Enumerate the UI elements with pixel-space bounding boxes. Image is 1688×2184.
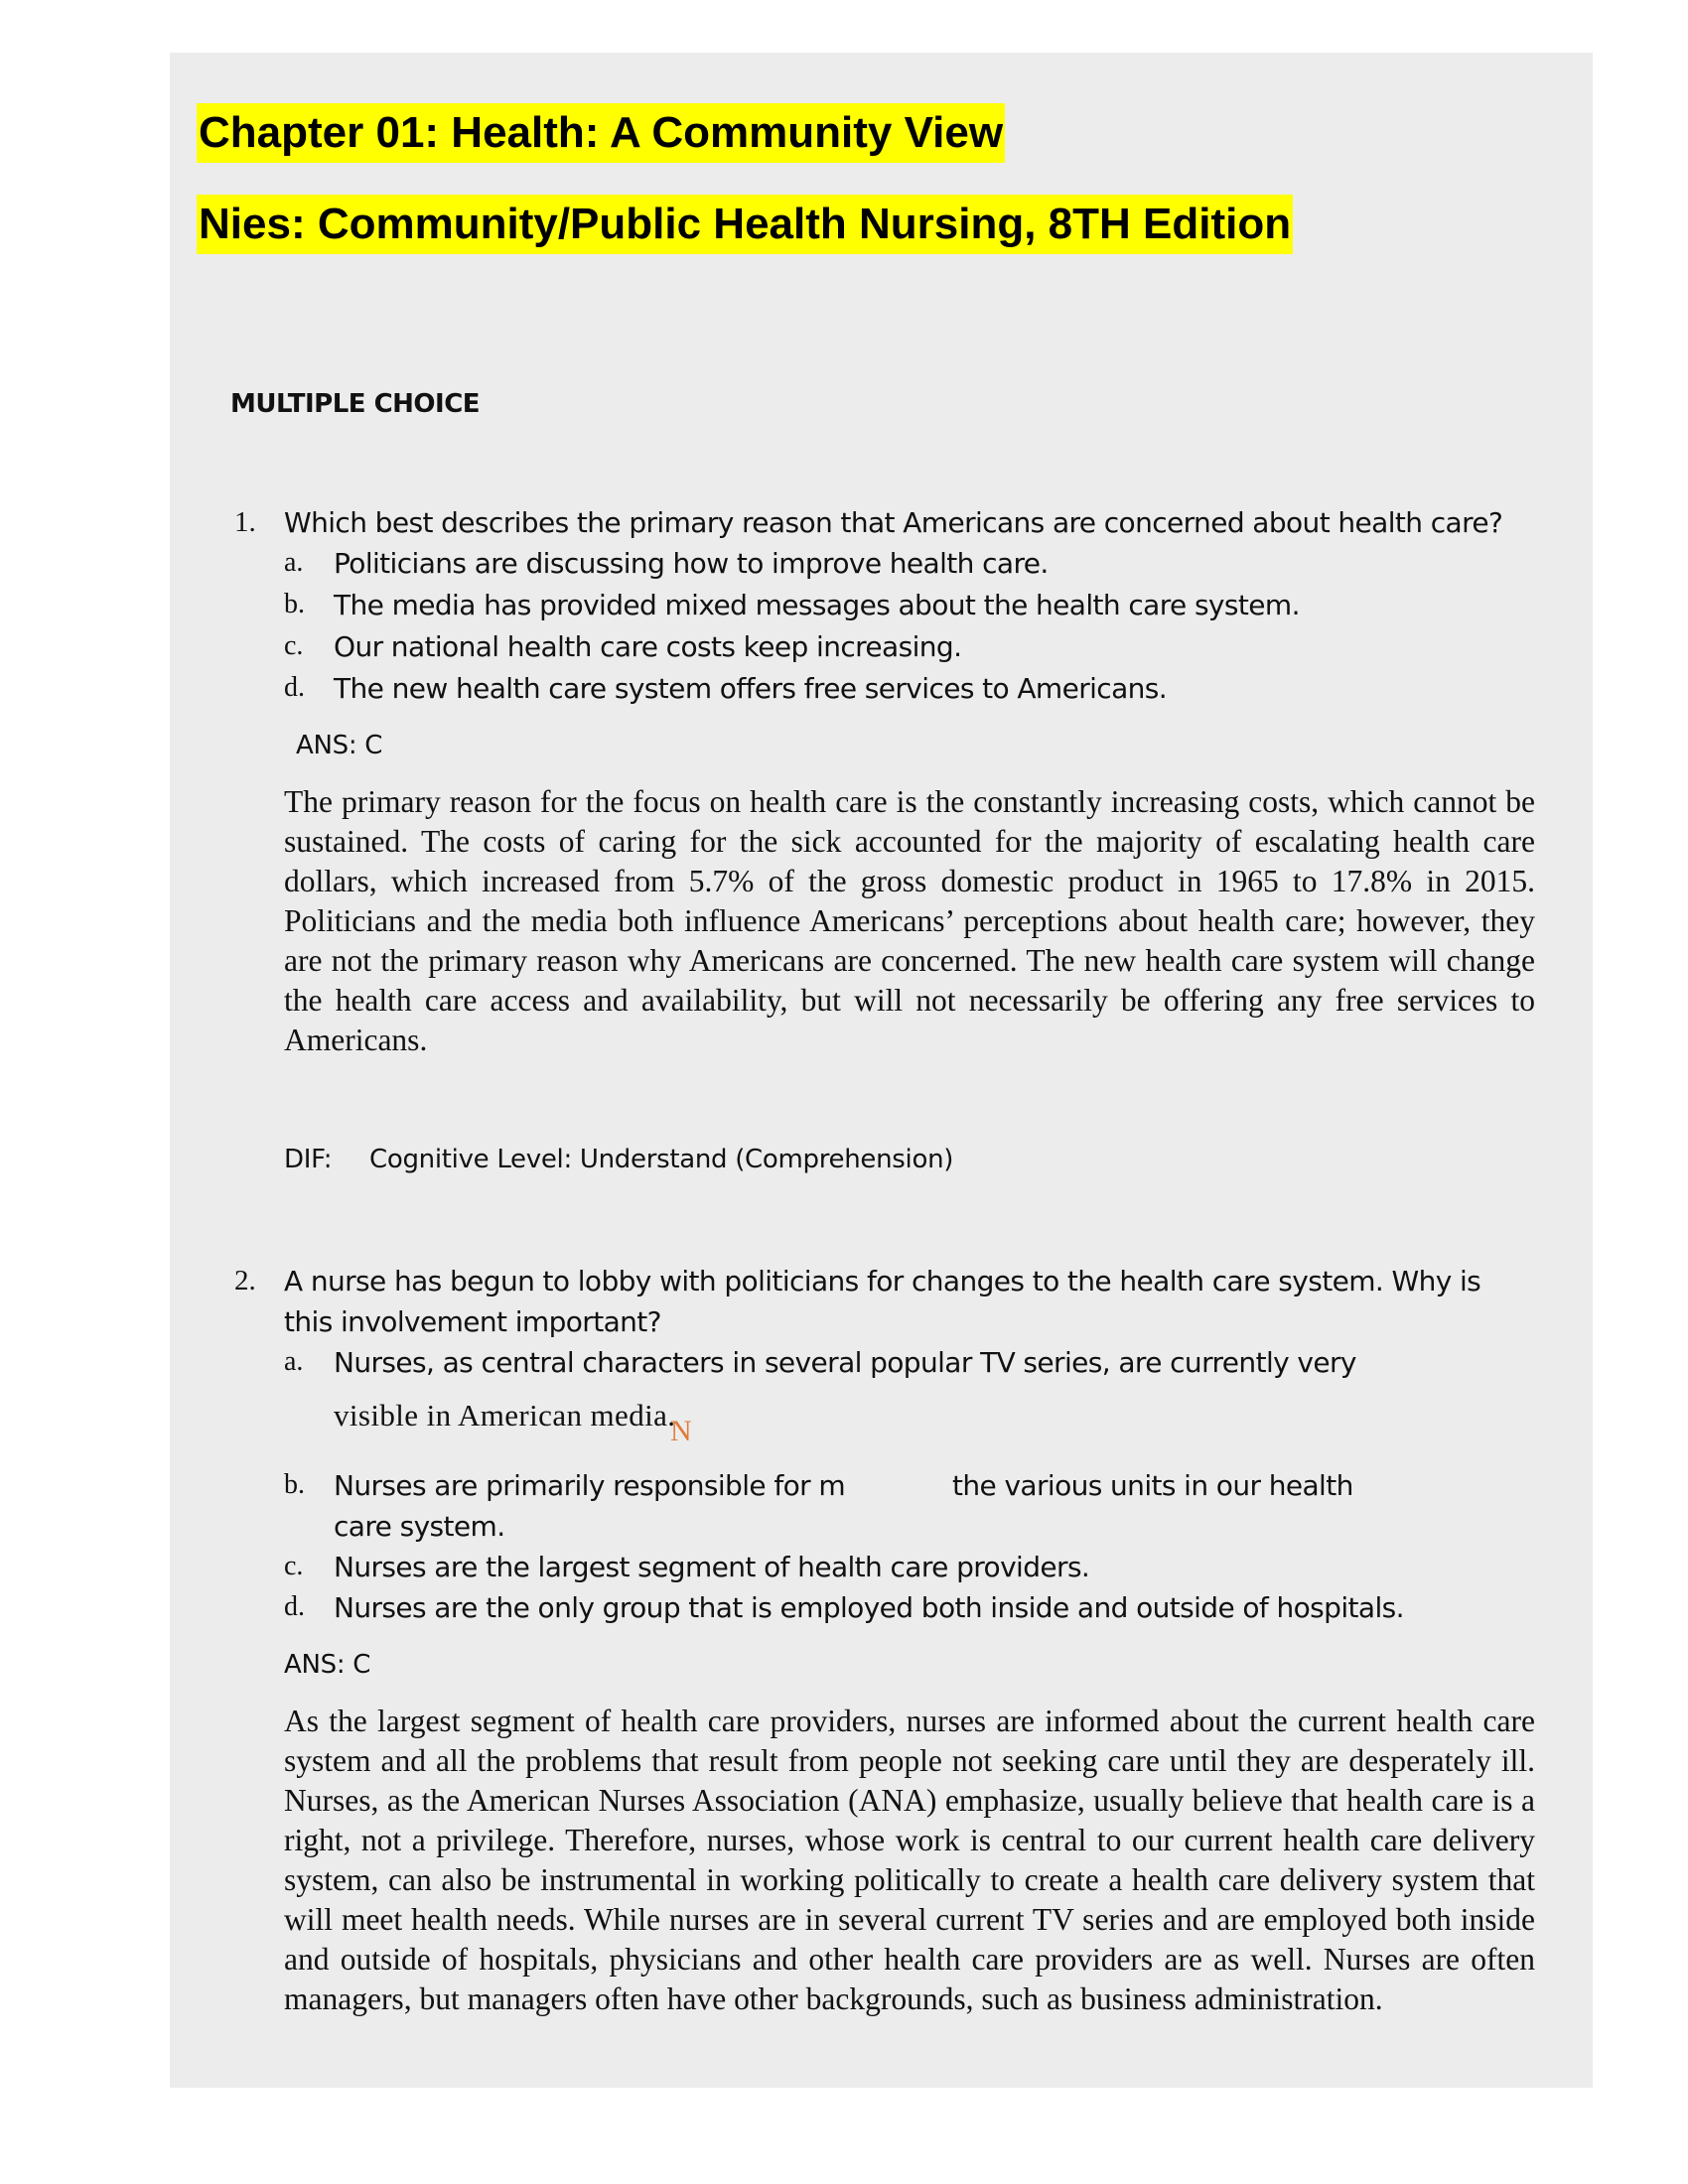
option-b-part: the various units in our health <box>952 1469 1353 1502</box>
option-letter: b. <box>284 589 305 619</box>
watermark-mark: N <box>670 1415 692 1447</box>
difficulty-value: Cognitive Level: Understand (Comprehension) <box>369 1145 954 1174</box>
chapter-title: Chapter 01: Health: A Community View <box>197 103 1005 163</box>
answer-key: ANS: C <box>296 731 383 760</box>
option-letter: a. <box>284 1346 304 1377</box>
option-c: Our national health care costs keep increasing. <box>334 630 962 663</box>
option-d: Nurses are the only group that is employed both inside and outside of hospitals. <box>334 1591 1404 1624</box>
option-a: Nurses, as central characters in several popular TV series, are currently very <box>334 1346 1356 1379</box>
option-letter: c. <box>284 1551 304 1581</box>
rationale: The primary reason for the focus on health care is the constantly increasing costs, which cannot be sustained. The costs of caring for the sick accounted for the majority of escalating health care dollars, which increased from 5.7% of the gross domestic product in 1965 to 17.8% in 2015. Politicians and the media both influence Americans’ perceptions about health care; however, they are not the primary reason why Americans are concerned. The new health care system will change the health care access and availability, but will not necessarily be offering any free services to Americans. <box>284 784 1535 1057</box>
option-b: Nurses are primarily responsible for m <box>334 1469 846 1502</box>
option-b: The media has provided mixed messages about the health care system. <box>334 589 1300 621</box>
option-b-continued: care system. <box>334 1510 505 1543</box>
option-letter: a. <box>284 547 304 578</box>
option-d: The new health care system offers free services to Americans. <box>334 672 1168 705</box>
option-letter: b. <box>284 1469 305 1500</box>
option-letter: d. <box>284 672 305 703</box>
rationale: As the largest segment of health care providers, nurses are informed about the current health care system and all the problems that result from people not seeking care until they are desperately ill. Nurses, as the American Nurses Association (ANA) emphasize, usually believe that health care is a right, not a privilege. Therefore, nurses, whose work is central to our current health care delivery system, can also be instrumental in working politically to create a health care delivery system that will meet health needs. While nurses are in several current TV series and are employed both inside and outside of hospitals, physicians and other health care providers are as well. Nurses are often managers, but managers often have other backgrounds, such as business administration. <box>284 1704 1535 2016</box>
question-stem: Which best describes the primary reason that Americans are concerned about health care? <box>284 506 1503 539</box>
option-letter: d. <box>284 1591 305 1622</box>
option-letter: c. <box>284 630 304 661</box>
question-stem: A nurse has begun to lobby with politicians for changes to the health care system. Why is <box>284 1265 1481 1297</box>
answer-key: ANS: C <box>284 1650 371 1680</box>
question-number: 2. <box>234 1265 256 1297</box>
option-a-continued: visible in American media. <box>334 1398 676 1433</box>
section-label: MULTIPLE CHOICE <box>230 389 481 419</box>
question-number: 1. <box>234 506 256 538</box>
difficulty-label: DIF: <box>284 1145 333 1174</box>
book-title: Nies: Community/Public Health Nursing, 8TH Edition <box>197 195 1293 254</box>
question-stem-continued: this involvement important? <box>284 1305 661 1338</box>
option-a: Politicians are discussing how to improve health care. <box>334 547 1049 580</box>
option-c: Nurses are the largest segment of health care providers. <box>334 1551 1090 1583</box>
